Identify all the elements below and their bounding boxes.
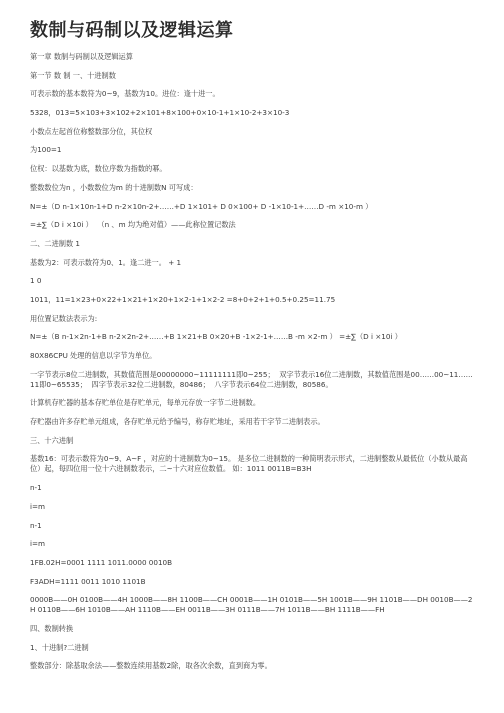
paragraph: 基数16：可表示数符为0~9、A~F ，对应的十进制数为0~15。 是多位二进制数的一种简明表示形式，二进制整数从最低位（小数从最高位）起，每四位用一位十六进制数表示，二~十六对应位数值。 如：1011 0011B=B3H — [30, 454, 468, 474]
formula-fragment: n-1 — [30, 483, 42, 493]
formula-fragment: i=m — [30, 539, 46, 549]
paragraph: 80X86CPU 处理的信息以字节为单位。 — [30, 351, 157, 360]
formula-fragment: i=m — [30, 501, 46, 511]
formula-line: 1FB.02H=0001 1111 1011.0000 0010B — [30, 557, 173, 567]
paragraph: 计算机存贮器的基本存贮单位是存贮单元，每单元存放一字节二进制数。 — [30, 398, 261, 408]
paragraph: 为100=1 — [30, 145, 62, 155]
document-title: 数制与码制以及逻辑运算 — [30, 20, 234, 41]
document-body — [30, 52, 474, 671]
section-heading: 二、二进制数 1 — [30, 238, 80, 248]
formula-line: 1011，11=1×23+0×22+1×21+1×20+1×2-1+1×2-2 =8+0+2+1+0.5+0.25=11.75 — [30, 294, 336, 304]
paragraph: 可表示数的基本数符为0~9，基数为10。进位：逢十进一。 — [30, 89, 220, 99]
paragraph: 基数为2：可表示数符为0、1。逢二进一。 + 1 — [30, 257, 182, 267]
paragraph: 整数数位为n ，小数数位为m 的十进制数N 可写成： — [30, 182, 198, 192]
section-heading: 四、数制转换 — [30, 623, 74, 633]
paragraph: 整数部分：除基取余法——整数连续用基数2除，取各次余数，直到商为零。 — [30, 661, 272, 671]
formula-line: =±∑（D i ×10i ） （n 、m 均为绝对值）——此称位置记数法 — [30, 220, 236, 230]
section-heading: 三、十六进制 — [30, 435, 74, 445]
formula-line: N=±（D n-1×10n-1+D n-2×10n-2+……+D 1×101+ D 0×100+ D -1×10-1+……D -m ×10-m ） — [30, 201, 373, 211]
paragraph: 位权：以基数为底，数位序数为指数的幂。 — [30, 164, 167, 174]
formula-line: F3ADH=1111 0011 1010 1101B — [30, 576, 146, 586]
subsection-heading: 1、十进制?二进制 — [30, 642, 89, 652]
paragraph: 小数点左起首位称整数部分位，其位权 — [30, 126, 153, 136]
section-heading: 第一节 数 制 一、十进制数 — [30, 70, 116, 80]
formula-line: N=±（B n-1×2n-1+B n-2×2n-2+……+B 1×21+B 0×20+B -1×2-1+……B -m ×2-m ） =±∑（D i ×10i ） — [30, 332, 402, 342]
paragraph: 存贮器由许多存贮单元组成，各存贮单元给予编号，称存贮地址，采用若干字节二进制表示。 — [30, 417, 325, 427]
paragraph: 一字节表示8位二进制数，其数值范围是00000000~11111111即0~255； 双字节表示16位二进制数，其数值范围是00……00~11……11即0~65535； 四字节表示32位二进制数，80486； 八字节表示64位二进制数，80586。 — [30, 369, 473, 389]
formula-line: 5328，013=5×103+3×102+2×101+8×100+0×10-1+1×10-2+3×10-3 — [30, 108, 290, 118]
formula-fragment: n-1 — [30, 520, 42, 530]
chapter-heading: 第一章 数制与码制以及逻辑运算 — [30, 52, 133, 61]
paragraph: 1 0 — [30, 276, 42, 286]
hex-table-line: 0000B——0H 0100B——4H 1000B——8H 1100B——CH 0001B——1H 0101B——5H 1001B——9H 1101B——DH 0010B——2H 0110B——6H 1010B——AH 1110B——EH 0011B——3H 0111B——7H 1011B——BH 1111B——FH — [30, 595, 473, 615]
paragraph: 用位置记数法表示为: — [30, 313, 98, 323]
